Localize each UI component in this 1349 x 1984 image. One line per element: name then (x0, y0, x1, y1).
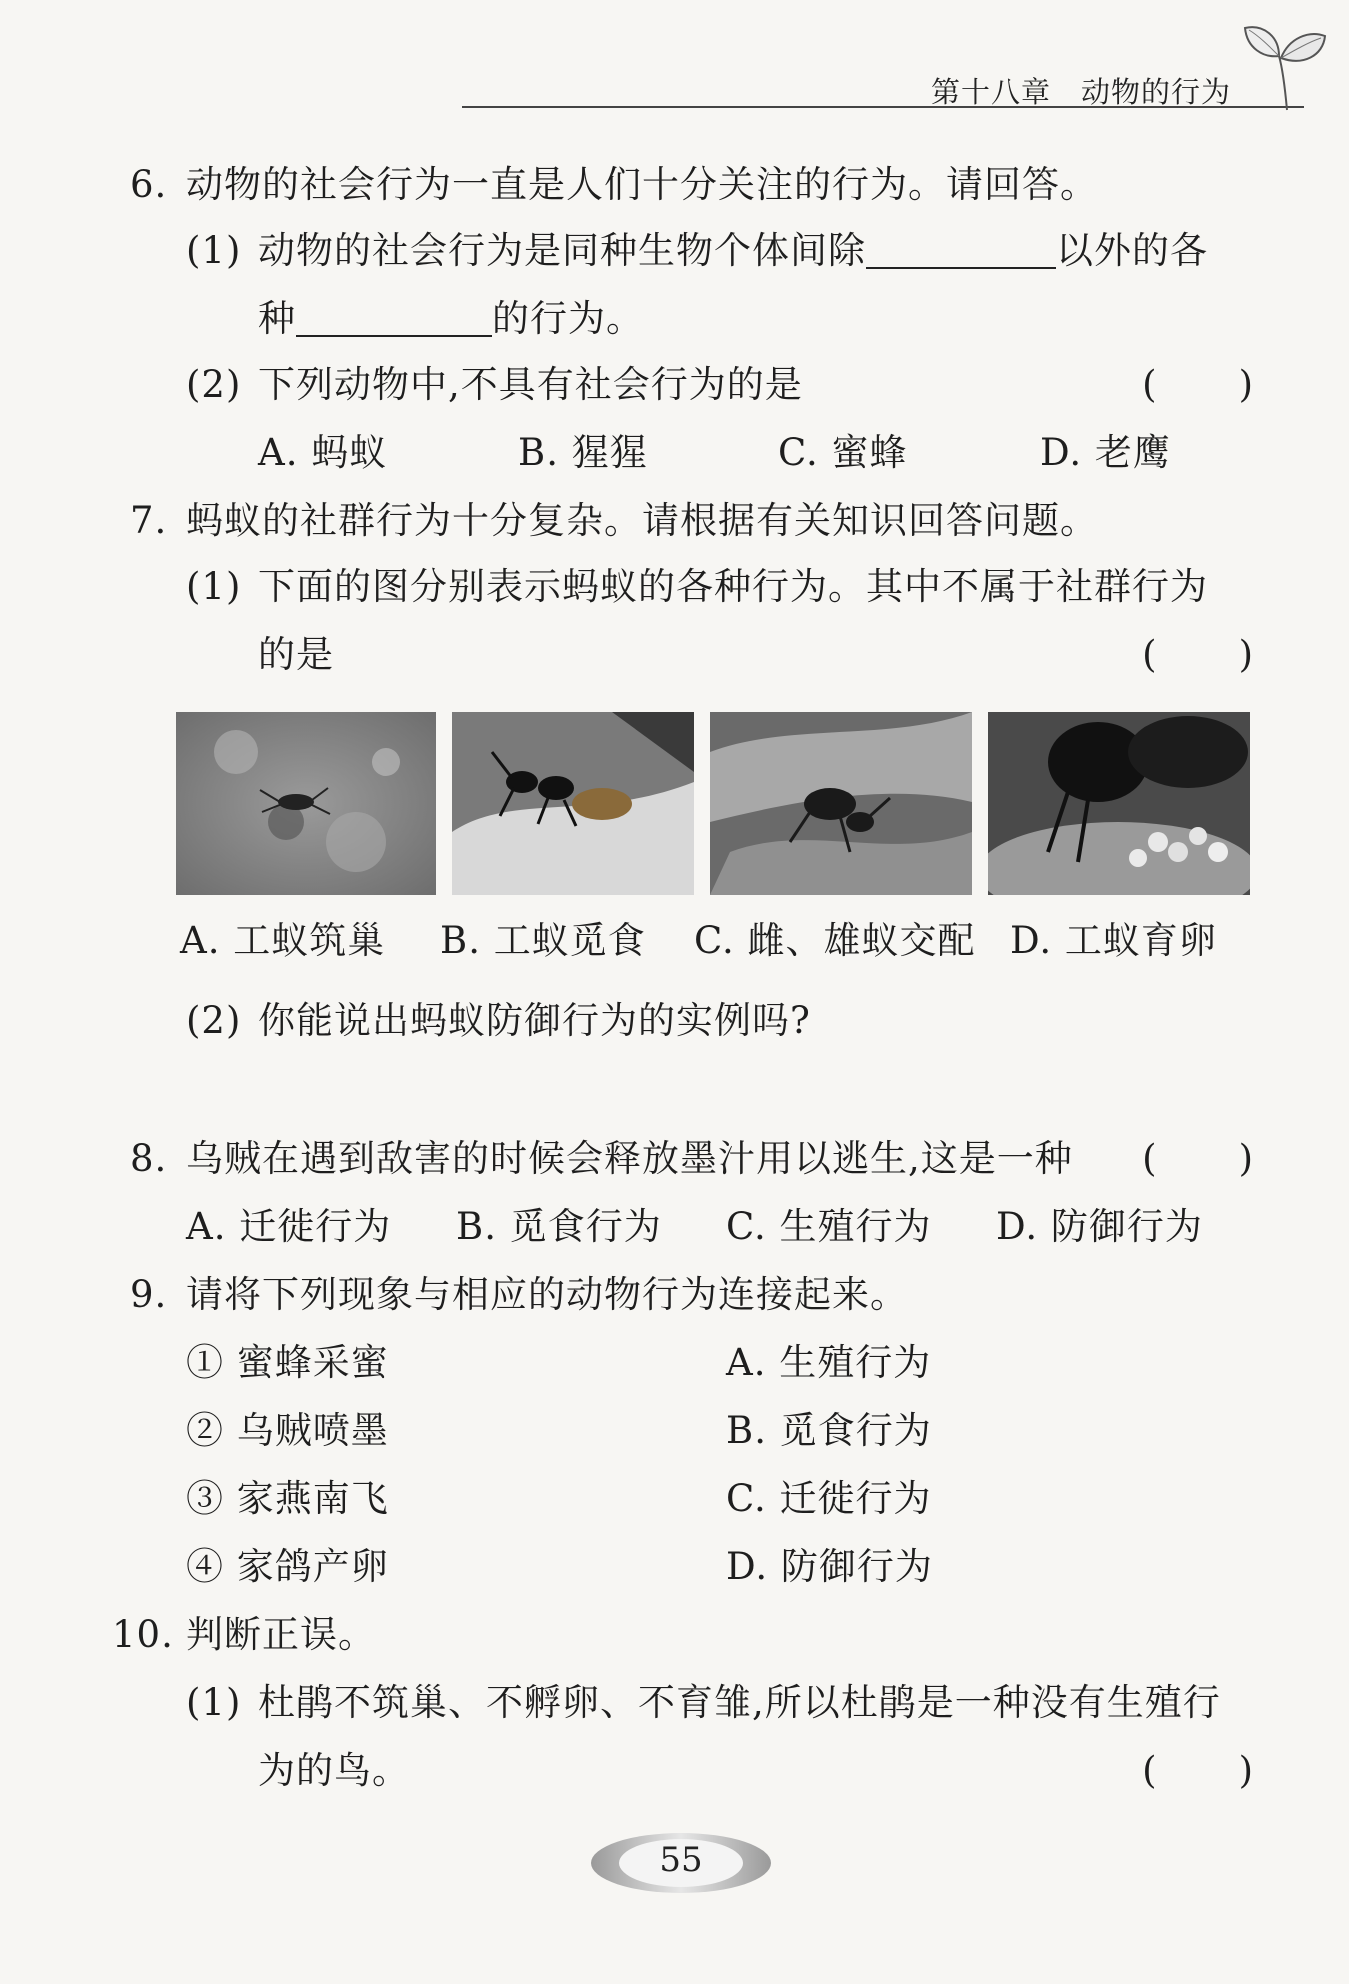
q7-part1-line1: (1) 下面的图分别表示蚂蚁的各种行为。其中不属于社群行为 (186, 565, 1208, 608)
q7-answer-parens[interactable]: ( ) (1142, 633, 1253, 676)
q9-left-item-3[interactable]: ③ 家燕南飞 (186, 1477, 389, 1520)
photo-ant-nest-building (176, 712, 436, 895)
q9-left-item-1[interactable]: ① 蜜蜂采蜜 (186, 1341, 389, 1384)
q6-stem: 6. 动物的社会行为一直是人们十分关注的行为。请回答。 (130, 163, 1098, 206)
q8-option-c: C. 生殖行为 (726, 1205, 932, 1248)
photo-ant-foraging (452, 712, 694, 895)
leaf-decoration-icon (1239, 18, 1329, 114)
q7-stem: 7. 蚂蚁的社群行为十分复杂。请根据有关知识回答问题。 (130, 499, 1098, 542)
q9-right-item-d[interactable]: D. 防御行为 (726, 1545, 933, 1588)
q8-option-d: D. 防御行为 (996, 1205, 1203, 1248)
q7-caption-d: D. 工蚁育卵 (1010, 919, 1217, 962)
q7-caption-c: C. 雌、雄蚁交配 (694, 919, 976, 962)
q7-part1-line2: 的是 (258, 633, 334, 676)
q9-right-item-b[interactable]: B. 觅食行为 (726, 1409, 932, 1452)
answer-blank-1[interactable] (866, 233, 1056, 269)
q6-option-d: D. 老鹰 (1040, 431, 1171, 474)
q10-stem: 10. 判断正误。 (112, 1613, 376, 1656)
running-header (931, 70, 1231, 111)
chapter-label: 第十八章 (930, 75, 1051, 109)
photo-ant-mating (710, 712, 972, 895)
photo-ant-tending-eggs (988, 712, 1250, 895)
q9-stem: 9. 请将下列现象与相应的动物行为连接起来。 (130, 1273, 908, 1316)
q6-option-a: A. 蚂蚁 (258, 431, 388, 474)
chapter-title: 动物的行为 (1080, 75, 1231, 109)
q9-left-item-2[interactable]: ② 乌贼喷墨 (186, 1409, 389, 1452)
q8-stem: 8. 乌贼在遇到敌害的时候会释放墨汁用以逃生,这是一种 (130, 1137, 1073, 1180)
answer-blank-2[interactable] (296, 301, 492, 337)
page-number-badge (588, 1830, 774, 1896)
q10-part1-line2: 为的鸟。 (258, 1749, 410, 1792)
q6-part1-line1: (1) 动物的社会行为是同种生物个体间除 以外的各 (186, 229, 1208, 272)
q9-right-item-c[interactable]: C. 迁徙行为 (726, 1477, 932, 1520)
q7-caption-b: B. 工蚁觅食 (440, 919, 646, 962)
page-number: 55 (659, 1840, 703, 1880)
q9-right-item-a[interactable]: A. 生殖行为 (726, 1341, 932, 1384)
q6-answer-parens[interactable]: ( ) (1142, 363, 1253, 406)
q6-option-b: B. 猩猩 (518, 431, 648, 474)
q8-answer-parens[interactable]: ( ) (1142, 1137, 1253, 1180)
q10-answer-parens[interactable]: ( ) (1142, 1749, 1253, 1792)
q8-option-a: A. 迁徙行为 (186, 1205, 392, 1248)
q9-left-item-4[interactable]: ④ 家鸽产卵 (186, 1545, 389, 1588)
q6-option-c: C. 蜜蜂 (778, 431, 908, 474)
q8-option-b: B. 觅食行为 (456, 1205, 662, 1248)
q6-part2: (2) 下列动物中,不具有社会行为的是 (186, 363, 803, 406)
q7-part2: (2) 你能说出蚂蚁防御行为的实例吗? (186, 999, 811, 1042)
q6-part1-line2: 种 的行为。 (258, 297, 644, 340)
header-rule (462, 106, 1304, 108)
q10-part1-line1: (1) 杜鹃不筑巢、不孵卵、不育雏,所以杜鹃是一种没有生殖行 (186, 1681, 1221, 1724)
q7-caption-a: A. 工蚁筑巢 (180, 919, 386, 962)
